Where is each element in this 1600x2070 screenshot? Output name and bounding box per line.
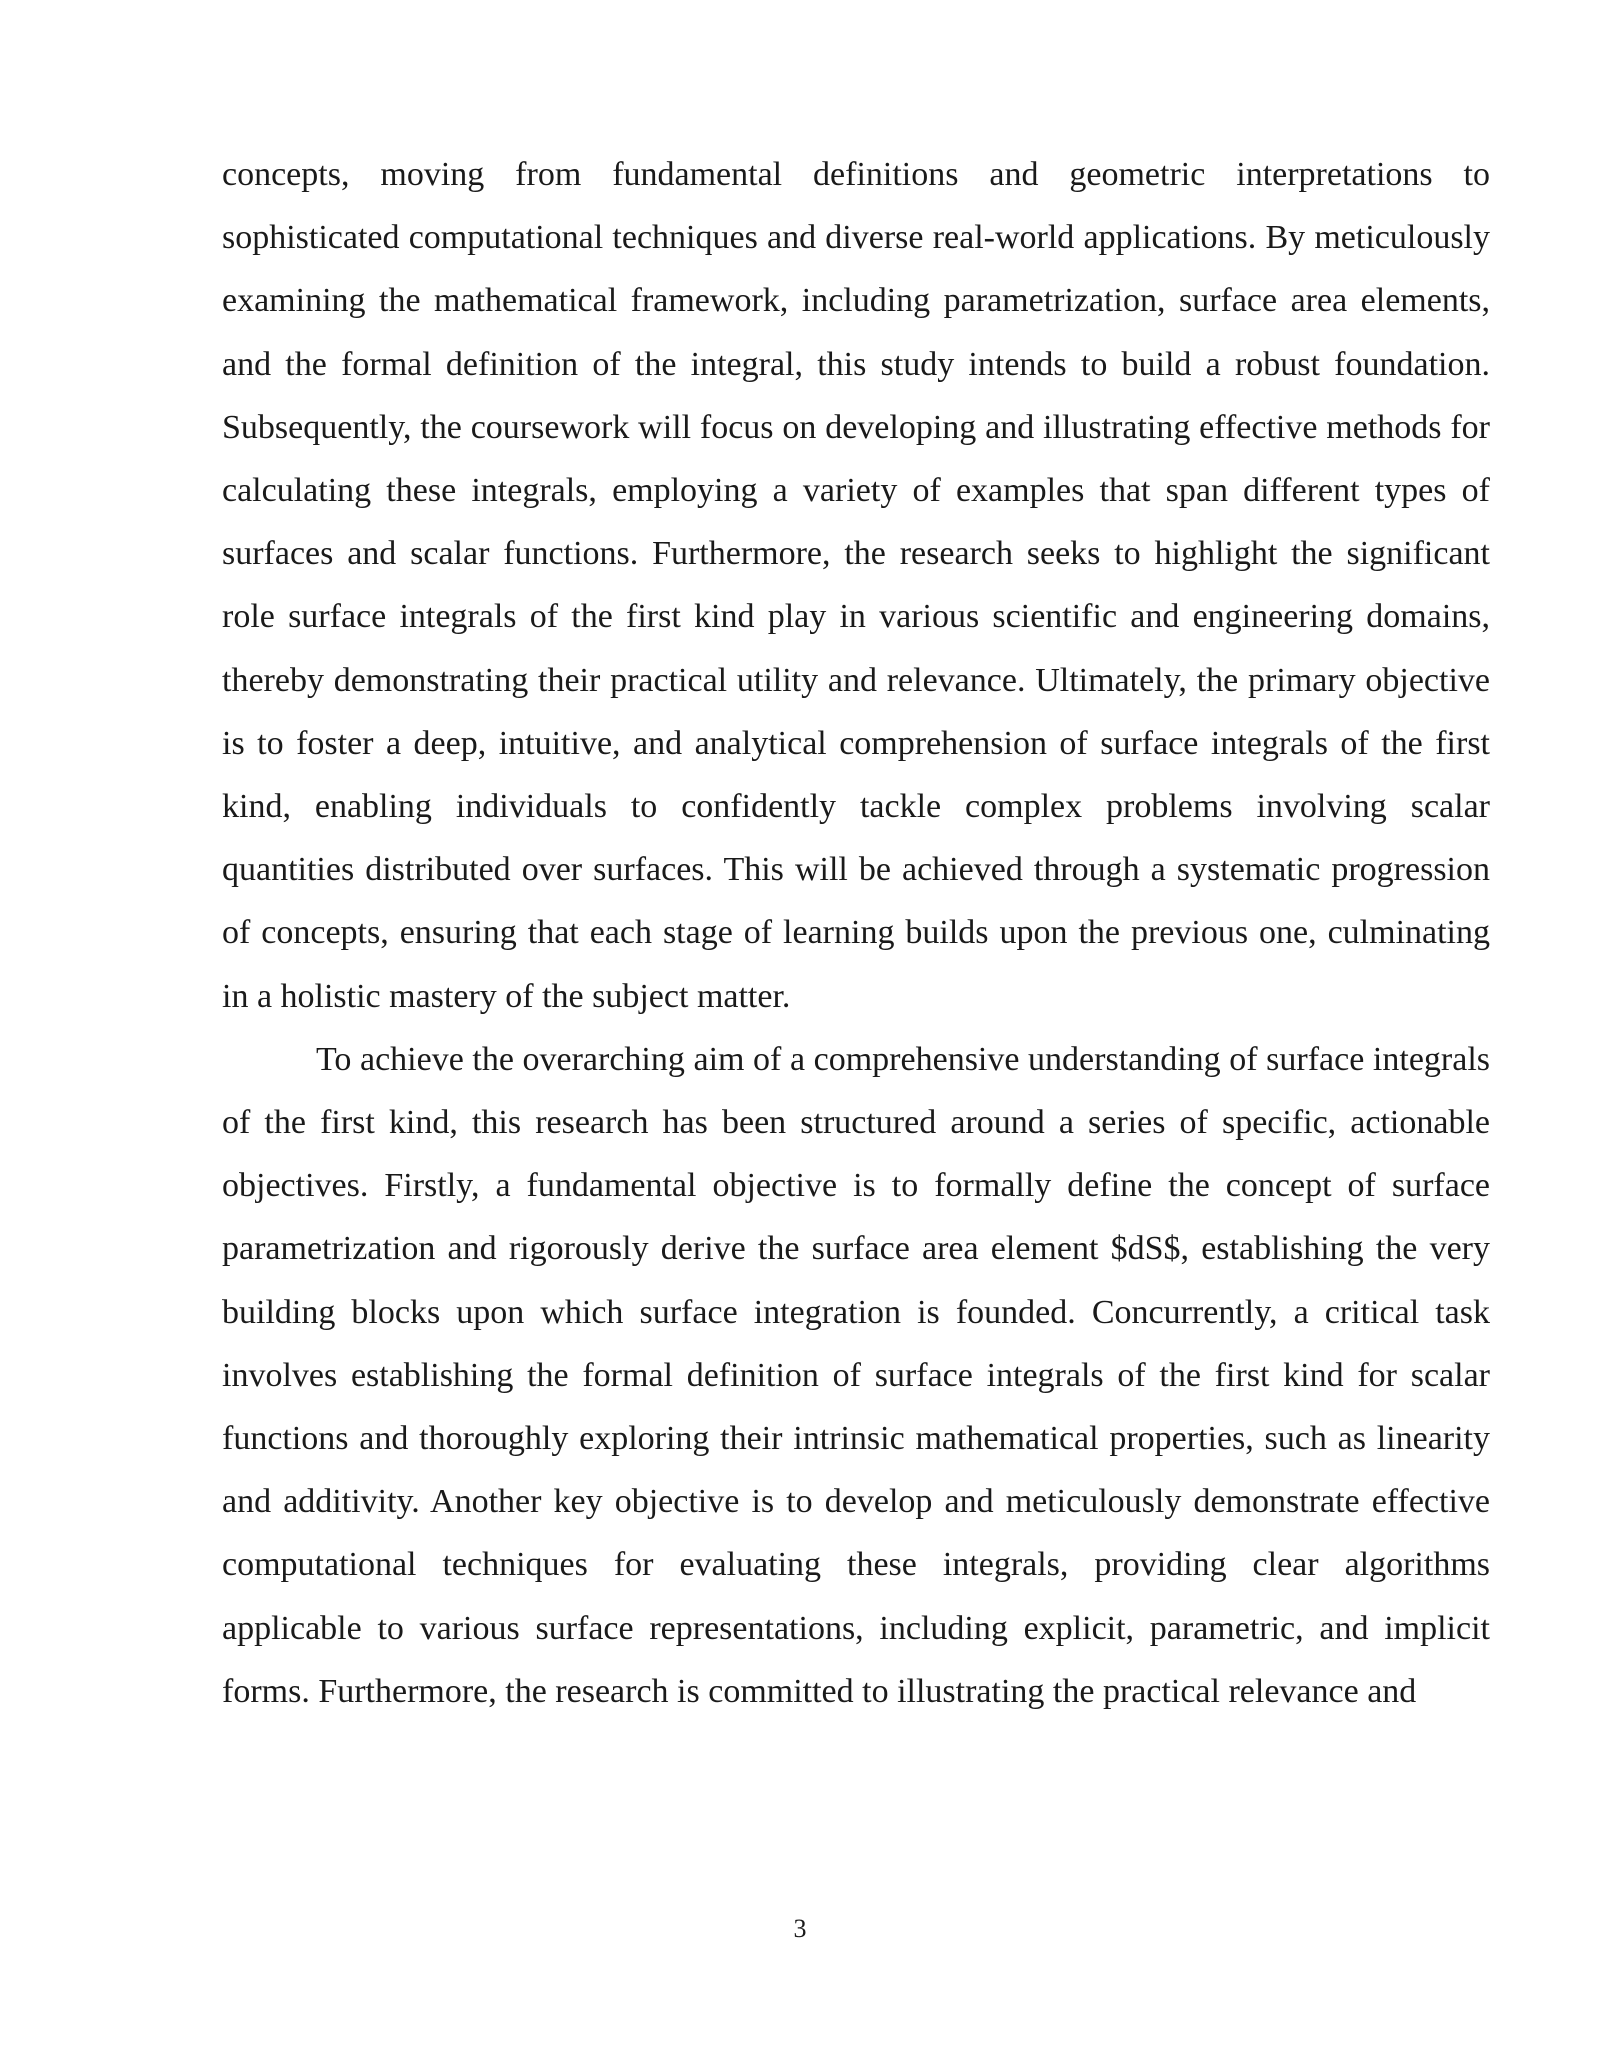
body-text bbox=[222, 143, 1490, 1723]
paragraph-continued: concepts, moving from fundamental definitions and geometric interpretations to sophisticated computational techniques and diverse real-world applications. By meticulously examining the mathematical framework, including parametrization, surface area elements, and the formal definition of the integral, this study intends to build a robust foundation. Subsequently, the coursework will focus on developing and illustrating effective methods for calculating these integrals, employing a variety of examples that span different types of surfaces and scalar functions. Furthermore, the research seeks to highlight the significant role surface integrals of the first kind play in various scientific and engineering domains, thereby demonstrating their practical utility and relevance. Ultimately, the primary objective is to foster a deep, intuitive, and analytical comprehension of surface integrals of the first kind, enabling individuals to confidently tackle complex problems involving scalar quantities distributed over surfaces. This will be achieved through a systematic progression of concepts, ensuring that each stage of learning builds upon the previous one, culminating in a holistic mastery of the subject matter. bbox=[222, 156, 1490, 1015]
paragraph-objectives: To achieve the overarching aim of a comprehensive understanding of surface integrals of the first kind, this research has been structured around a series of specific, actionable objectives. Firstly, a fundamental objective is to formally define the concept of surface parametrization and rigorously derive the surface area element $dS$, establishing the very building blocks upon which surface integration is founded. Concurrently, a critical task involves establishing the formal definition of surface integrals of the first kind for scalar functions and thoroughly exploring their intrinsic mathematical properties, such as linearity and additivity. Another key objective is to develop and meticulously demonstrate effective computational techniques for evaluating these integrals, providing clear algorithms applicable to various surface representations, including explicit, parametric, and implicit forms. Furthermore, the research is committed to illustrating the practical relevance and bbox=[222, 1040, 1490, 1710]
page-number: 3 bbox=[793, 1914, 807, 1943]
